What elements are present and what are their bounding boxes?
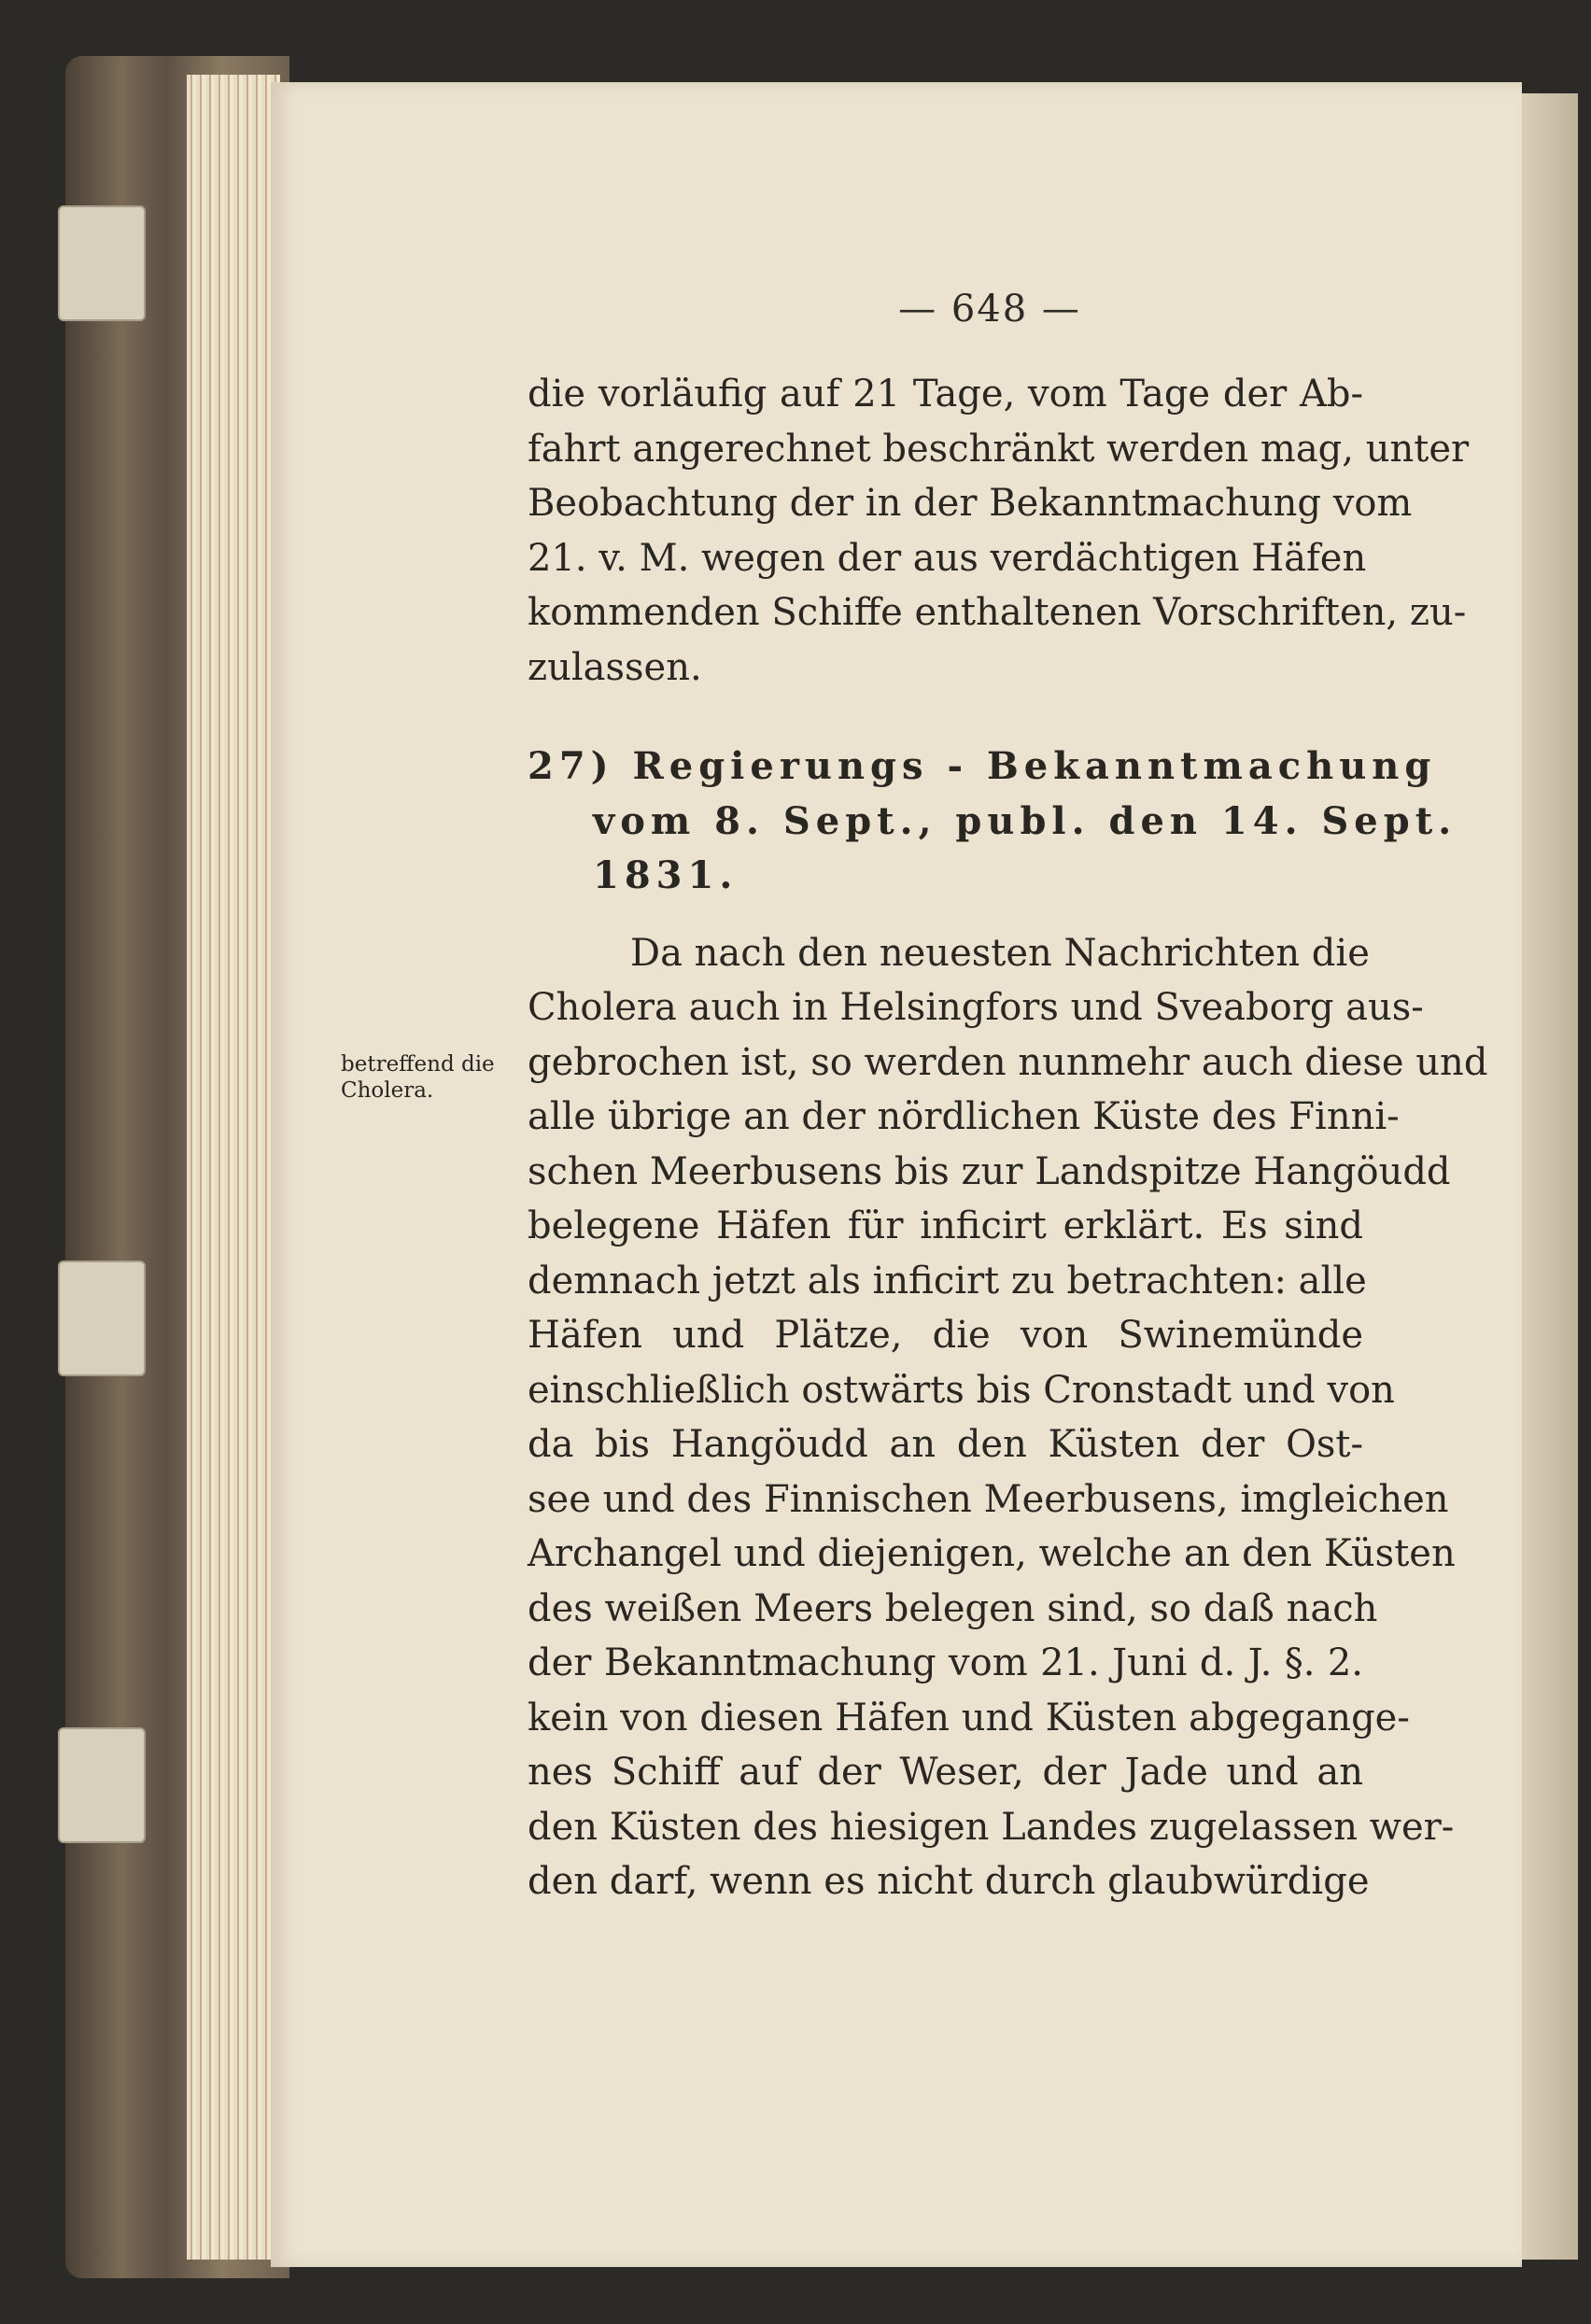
text-line: da bis Hangöudd an den Küsten der Ost-: [528, 1423, 1363, 1466]
text-line: kein von diesen Häfen und Küsten abgegange-: [528, 1696, 1410, 1739]
text-line: schen Meerbusens bis zur Landspitze Hangöudd: [528, 1149, 1451, 1193]
text-line: den Küsten des hiesigen Landes zugelassen wer-: [528, 1805, 1455, 1849]
text-line: den darf, wenn es nicht durch glaubwürdige: [528, 1860, 1370, 1903]
facing-page-edge: [1522, 93, 1578, 2260]
text-line: gebrochen ist, so werden nunmehr auch diese und: [528, 1040, 1488, 1084]
text-line: die vorläufig auf 21 Tage, vom Tage der Ab-: [528, 373, 1363, 416]
text-line: Beobachtung der in der Bekanntmachung vom: [528, 482, 1413, 525]
page-tab-marker: [58, 1261, 146, 1376]
text-line: kommenden Schiffe enthaltenen Vorschriften, zu-: [528, 591, 1467, 634]
heading-line: 27) Regierungs - Bekanntmachung: [528, 744, 1437, 788]
page-tab-marker: [58, 205, 146, 321]
text-line: Archangel und diejenigen, welche an den Küsten: [528, 1532, 1456, 1575]
text-line: fahrt angerechnet beschränkt werden mag, unter: [528, 427, 1470, 471]
marginal-note-line: betreffend die: [341, 1052, 495, 1077]
text-line: alle übrige an der nördlichen Küste des Finni-: [528, 1095, 1400, 1138]
page-text: [528, 367, 1488, 1909]
text-line: der Bekanntmachung vom 21. Juni d. J. §. 2.: [528, 1641, 1363, 1684]
section-heading: [528, 739, 1457, 904]
text-line: belegene Häfen für inficirt erklärt. Es sind: [528, 1204, 1363, 1247]
text-line: Da nach den neuesten Nachrichten die: [630, 931, 1370, 975]
page-stack: [187, 75, 280, 2260]
text-line: des weißen Meers belegen sind, so daß nach: [528, 1586, 1378, 1630]
text-line: 21. v. M. wegen der aus verdächtigen Häfen: [528, 536, 1367, 580]
text-line: see und des Finnischen Meerbusens, imgleichen: [528, 1477, 1449, 1521]
marginal-note: [341, 1051, 509, 1104]
page-header: [271, 288, 1522, 331]
text-line: Cholera auch in Helsingfors und Sveaborg aus-: [528, 986, 1424, 1029]
marginal-note-line: Cholera.: [341, 1078, 434, 1103]
continuation-paragraph: [528, 367, 1470, 695]
text-line: demnach jetzt als inficirt zu betrachten: alle: [528, 1259, 1367, 1303]
heading-line: vom 8. Sept., publ. den 14. Sept.: [593, 798, 1457, 843]
page-number: — 648 —: [898, 288, 1081, 331]
text-line: nes Schiff auf der Weser, der Jade und an: [528, 1751, 1363, 1794]
page-tab-marker: [58, 1727, 146, 1843]
text-line: Häfen und Plätze, die von Swinemünde: [528, 1314, 1363, 1357]
body-paragraph: [528, 926, 1488, 1909]
heading-line: 1831.: [593, 853, 739, 897]
text-line: zulassen.: [528, 645, 702, 689]
book-page: [271, 82, 1522, 2267]
text-line: einschließlich ostwärts bis Cronstadt und von: [528, 1368, 1395, 1412]
